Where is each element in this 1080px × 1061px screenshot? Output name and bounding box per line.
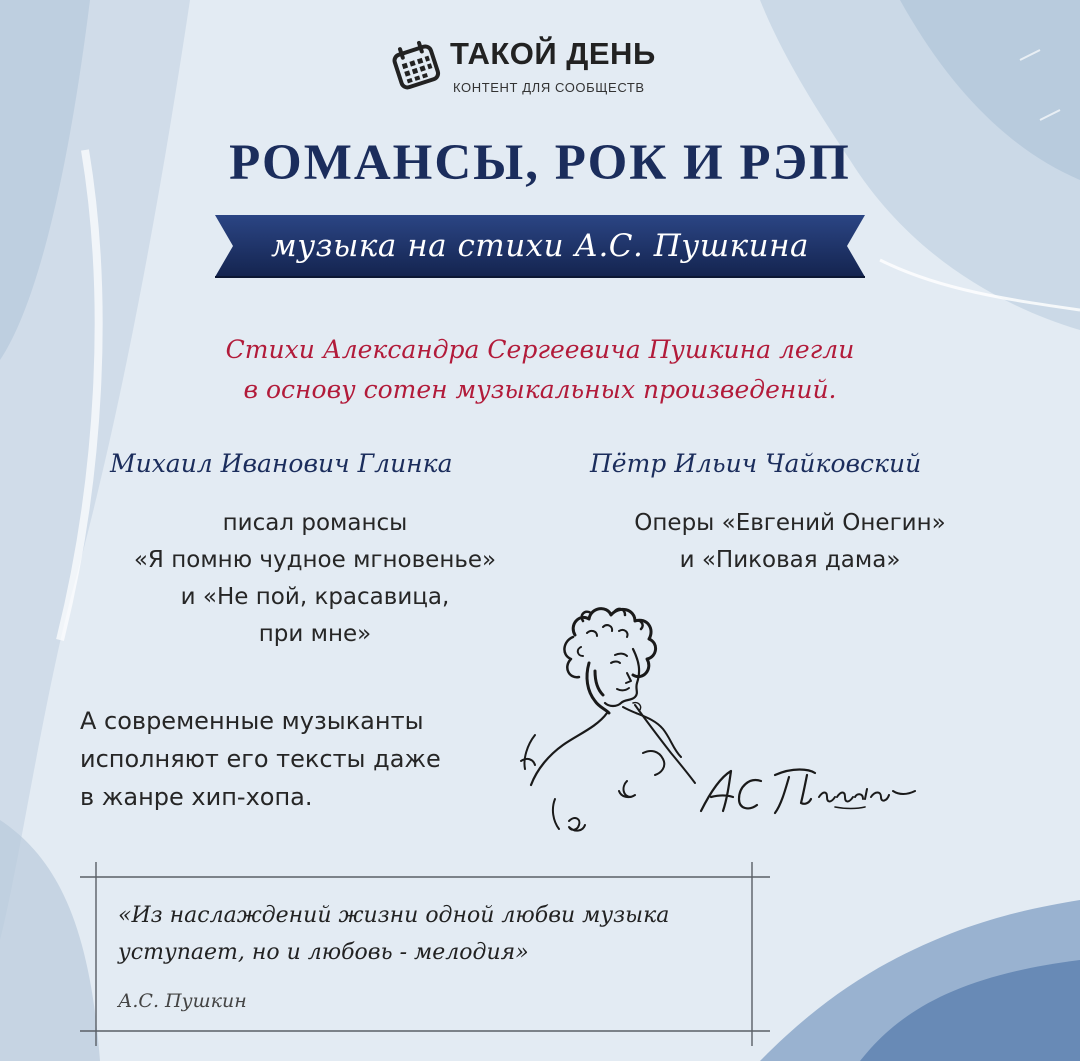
tchaikovsky-name: Пётр Ильич Чайковский: [590, 449, 922, 478]
logo-subtitle: КОНТЕНТ ДЛЯ СООБЩЕСТВ: [453, 80, 645, 95]
glinka-line: писал романсы: [222, 510, 408, 536]
quote-line: «Из наслаждений жизни одной любви музыка: [118, 903, 670, 928]
intro-line: в основу сотен музыкальных произведений.: [243, 375, 837, 404]
glinka-name: Михаил Иванович Глинка: [110, 449, 453, 478]
tchaikovsky-line: и «Пиковая дама»: [679, 547, 901, 573]
quote-line: уступает, но и любовь - мелодия»: [118, 940, 529, 965]
glinka-line: «Я помню чудное мгновенье»: [133, 547, 497, 573]
quote-author: А.С. Пушкин: [118, 990, 247, 1012]
intro-line: Стихи Александра Сергеевича Пушкина легли: [225, 335, 855, 364]
glinka-line: при мне»: [258, 621, 372, 647]
pushkin-quote: [118, 897, 758, 971]
modern-line: в жанре хип-хопа.: [80, 783, 313, 811]
tchaikovsky-line: Оперы «Евгений Онегин»: [634, 510, 946, 536]
modern-line: исполняют его тексты даже: [80, 745, 441, 773]
glinka-line: и «Не пой, красавица,: [180, 584, 450, 610]
logo-title: ТАКОЙ ДЕНЬ: [450, 36, 656, 71]
page-title: РОМАНСЫ, РОК И РЭП: [229, 135, 851, 191]
modern-line: А современные музыканты: [80, 707, 424, 735]
ribbon-text: музыка на стихи А.С. Пушкина: [271, 228, 809, 264]
